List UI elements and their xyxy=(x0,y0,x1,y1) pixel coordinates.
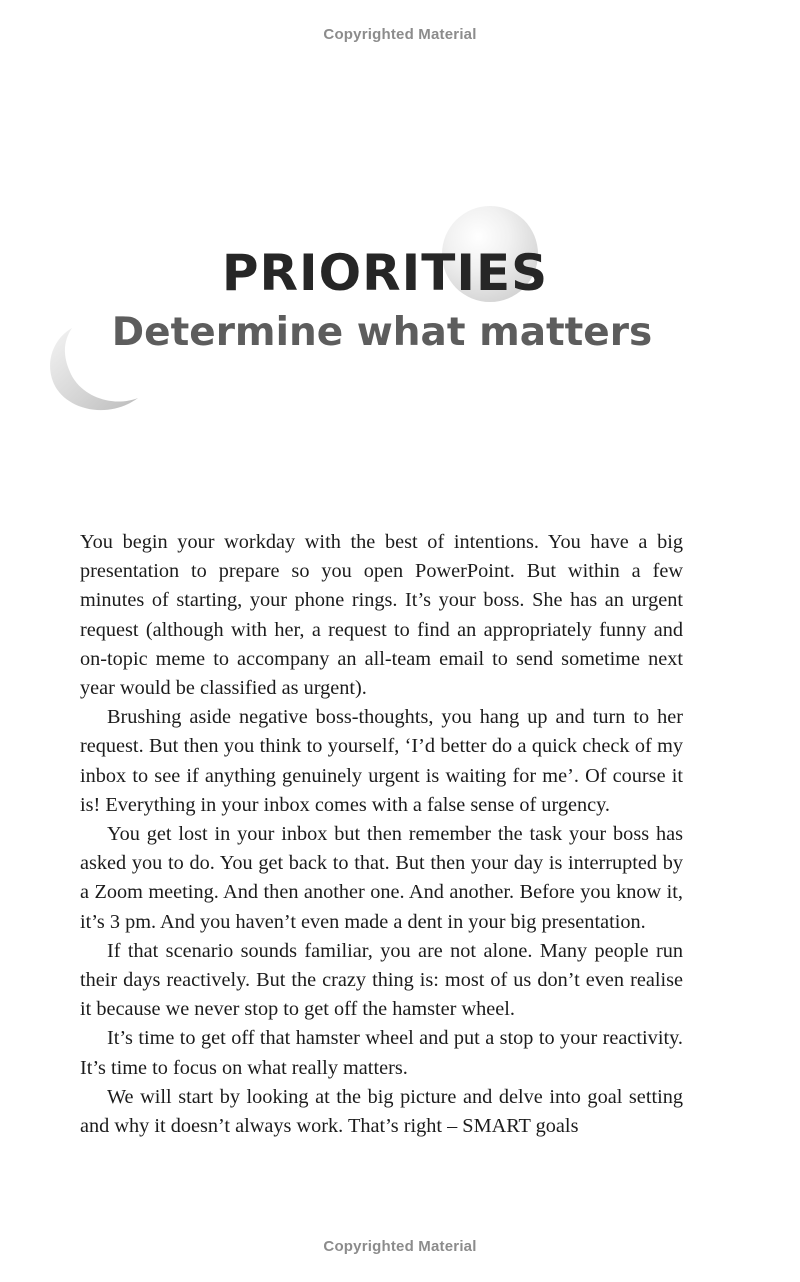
paragraph: It’s time to get off that hamster wheel and put a stop to your reactivity. It’s time to focus on what really matters. xyxy=(80,1027,683,1079)
paragraph: Brushing aside negative boss-thoughts, you hang up and turn to her request. But then you think to yourself, ‘I’d better do a quick check of my inbox to see if anything genuinely urgent is waiting for me’. Of course it is! Everything in your inbox comes with a false sense of urgency. xyxy=(80,706,683,816)
paragraph: If that scenario sounds familiar, you are not alone. Many people run their days reactively. But the crazy thing is: most of us don’t even realise it because we never stop to get off the hamster wheel. xyxy=(80,939,683,1021)
paragraph: You begin your workday with the best of intentions. You have a big presentation to prepare so you open PowerPoint. But within a few minutes of starting, your phone rings. It’s your boss. She has an urgent request (although with her, a request to find an appropriately funny and on-topic meme to accompany an all-team email to send sometime next year would be classified as urgent). xyxy=(80,531,683,700)
paragraph: You get lost in your inbox but then remember the task your boss has asked you to do. You get back to that. But then your day is interrupted by a Zoom meeting. And then another one. And another. Before you know it, it’s 3 pm. And you haven’t even made a dent in your big presentation. xyxy=(80,823,683,933)
chapter-subtitle: Determine what matters xyxy=(111,310,653,355)
paragraph: We will start by looking at the big picture and delve into goal setting and why it doesn’t always work. That’s right – SMART goals xyxy=(80,1085,683,1138)
copyright-watermark-bottom: Copyrighted Material xyxy=(323,1238,477,1255)
chapter-title: PRIORITIES xyxy=(221,244,549,302)
copyright-watermark-top: Copyrighted Material xyxy=(323,26,477,43)
body-text xyxy=(80,528,683,1141)
